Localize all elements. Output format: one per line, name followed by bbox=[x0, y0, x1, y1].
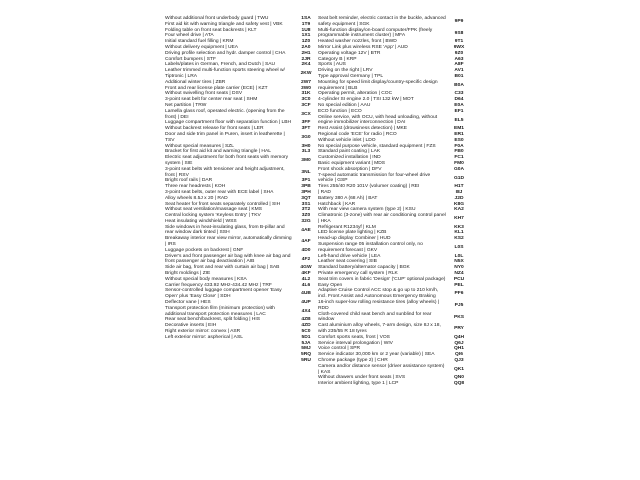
feature-description: Left exterior mirror: aspherical | ASL bbox=[165, 334, 243, 340]
option-code: 3S1 bbox=[301, 201, 311, 207]
option-code: 2KW bbox=[300, 71, 312, 77]
option-code: 32G bbox=[301, 218, 311, 224]
feature-description: Net partition | TRW bbox=[165, 102, 207, 108]
option-code: QQ8 bbox=[453, 381, 465, 387]
option-code: KH7 bbox=[454, 216, 464, 222]
option-code: L0S bbox=[454, 245, 464, 251]
feature-description: Side air bag, front and rear with curtain air bag | SAB bbox=[165, 265, 280, 271]
feature-description: Without backrest release for front seats | LER bbox=[165, 126, 264, 132]
feature-description: Three rear headrests | KOH bbox=[165, 184, 226, 190]
option-code: 9WX bbox=[453, 44, 465, 50]
option-code: 3CX bbox=[301, 111, 311, 117]
feature-description: Suspension range 05 installation control only, no requirement forecast | GKV bbox=[318, 242, 423, 253]
feature-description: Without special body measures | KSA bbox=[165, 276, 247, 282]
option-code: 4UP bbox=[301, 300, 311, 306]
option-code: KL1 bbox=[454, 230, 464, 236]
option-code: QN0 bbox=[453, 375, 465, 381]
feature-description: Without swivelling front seats | DSV bbox=[165, 91, 243, 97]
feature-description: Mounting for speed limit display/country-specific design requirement | BLB bbox=[318, 79, 438, 91]
feature-description: Bracket for first aid kit and warning triangle | HAL bbox=[165, 149, 271, 155]
right-feature-list bbox=[318, 16, 446, 387]
feature-description: Front and rear license plate carrier (ECE) | KZT bbox=[165, 85, 268, 91]
option-code: 2H1 bbox=[301, 50, 311, 56]
feature-description: First aid kit with warning triangle and safety vest | VBK bbox=[165, 21, 283, 27]
option-code: 4UB bbox=[301, 291, 311, 297]
feature-description: No special purpose vehicle, standard equipment | FZS bbox=[318, 143, 436, 149]
feature-description: Breakaway interior rear view mirror, automatically dimming | IRS bbox=[165, 236, 292, 248]
feature-description: 3-point seat belt for center rear seat | SHM bbox=[165, 97, 258, 103]
feature-description: Easy Open bbox=[318, 282, 343, 288]
option-code: PKS bbox=[453, 314, 465, 320]
option-code: 4KF bbox=[301, 271, 311, 277]
option-code: 3M0 bbox=[301, 158, 311, 164]
feature-description: Chrome package (type 2) | CHR bbox=[318, 358, 388, 364]
option-code: PEL bbox=[454, 282, 464, 288]
feature-description: Online service, with OCU, with head unloading, without engine immobilizer interconnection | DAI bbox=[318, 114, 438, 126]
option-code: 4ZD bbox=[301, 323, 311, 329]
feature-description: Seat belt reminder, electric contact in the buckle, advanced safety equipment | SGK bbox=[318, 16, 446, 27]
feature-description: Customized installation | IND bbox=[318, 155, 381, 161]
feature-description: Without drawers under front seats | SVS bbox=[318, 375, 406, 381]
feature-description: Decorative inserts | EIH bbox=[165, 323, 217, 329]
option-code: PCU bbox=[453, 276, 465, 282]
feature-description: Type approval Germany | TPL bbox=[318, 73, 384, 79]
feature-description: With rear view camera system (type 2) | KSU bbox=[318, 207, 416, 213]
feature-description: Cloth-covered child seat bench and sunblind for rear window bbox=[318, 311, 432, 323]
option-code: 3T2 bbox=[301, 207, 311, 213]
feature-description: Climatronic (3-zone) with rear air conditioning control panel | HKA bbox=[318, 213, 446, 224]
feature-description: Operating voltage 12V | BTR bbox=[318, 50, 381, 56]
option-code: 2K4 bbox=[301, 62, 311, 68]
feature-description: Leather trimmed multi-function sports steering wheel w/ Tiptronic | LRA bbox=[165, 68, 285, 79]
option-code: KS2 bbox=[454, 236, 464, 242]
feature-description: | RAD bbox=[318, 189, 331, 195]
option-code: 5JA bbox=[301, 340, 311, 346]
option-code: 1U8 bbox=[301, 27, 311, 33]
feature-description: Camera and/or distance sensor (driver assistance system) | KAS bbox=[318, 363, 445, 375]
option-code: QJ3 bbox=[454, 358, 464, 364]
option-code: 9Z0 bbox=[454, 50, 464, 56]
feature-description: Side windows in heat-insulating glass, from B-pillar and rear window dark tinted | SSH bbox=[165, 224, 285, 236]
feature-description: Head-up display Combiner | HUD bbox=[318, 236, 391, 242]
option-code: QH1 bbox=[453, 346, 465, 352]
option-code: L0L bbox=[454, 253, 464, 259]
option-code: 2W7 bbox=[300, 79, 312, 85]
feature-description: LED license plate lighting | KZB bbox=[318, 230, 387, 236]
feature-description: Front shock absorption | DFV bbox=[318, 166, 382, 172]
option-code: 9P9 bbox=[454, 19, 464, 24]
option-code: H1T bbox=[454, 184, 464, 190]
feature-description: 3-point seat belts, outer rear with ECE label | SHA bbox=[165, 189, 274, 195]
feature-description: Standard paint coating | LAK bbox=[318, 149, 381, 155]
option-code: PRY bbox=[454, 326, 464, 332]
option-code: QK1 bbox=[453, 366, 465, 372]
feature-description: Four wheel drive | ATA bbox=[165, 33, 214, 39]
option-code: 3PB bbox=[301, 184, 311, 190]
feature-description: Hatchback | KAR bbox=[318, 201, 356, 207]
option-code: NY0 bbox=[454, 265, 464, 271]
option-code: D64 bbox=[454, 97, 464, 103]
feature-description: Door and side trim panel in Puren, insert in leatherette | TSV bbox=[165, 131, 285, 143]
option-code: 5RU bbox=[301, 358, 311, 364]
option-code: F0A bbox=[454, 143, 464, 149]
feature-description: No special edition | AAU bbox=[318, 102, 371, 108]
option-code: FC1 bbox=[454, 155, 464, 161]
feature-description: 4-cylinder SI engine 2.0 | TSI 132 kW | MOT bbox=[318, 97, 414, 103]
feature-description: Without additional front underbody guard | TWU bbox=[165, 16, 269, 21]
option-code: 31K bbox=[301, 91, 311, 97]
option-code: 3W0 bbox=[300, 85, 312, 91]
feature-description: Voice control | SPR bbox=[318, 346, 361, 352]
option-code: 2JR bbox=[301, 56, 311, 62]
option-code: 3Z0 bbox=[301, 213, 311, 219]
option-code: KK3 bbox=[454, 224, 464, 230]
right-code-list bbox=[448, 16, 470, 387]
feature-description: Luggage compartment floor with separation function | LBH bbox=[165, 120, 292, 126]
feature-description: Luggage pockets on backrest | GNF bbox=[165, 247, 244, 253]
feature-description: Left-hand drive vehicle | LEA bbox=[318, 253, 381, 259]
feature-description: Bright moldings | ZIE bbox=[165, 271, 211, 277]
option-code: 3L3 bbox=[301, 149, 311, 155]
feature-description: Sports | AUS bbox=[318, 62, 346, 68]
feature-description: Mirror Link plus wireless RSE 'App' | AUD bbox=[318, 44, 408, 50]
option-code: Q6J bbox=[454, 340, 464, 346]
left-code-list bbox=[296, 16, 316, 364]
feature-description: Bright roof rails | DAR bbox=[165, 178, 213, 184]
feature-description: Driving on the right | LRV bbox=[318, 68, 373, 74]
option-code: 5D1 bbox=[301, 334, 311, 340]
feature-description: Initial standard fuel filling | KRM bbox=[165, 39, 234, 45]
feature-description: Refrigerant R1234yf | KLM bbox=[318, 224, 376, 230]
option-code: ES0 bbox=[454, 137, 464, 143]
feature-description: 7-speed automatic transmission for four-wheel drive vehicle | GSP bbox=[318, 172, 431, 184]
option-code: KA2 bbox=[454, 207, 464, 213]
feature-description: Right exterior mirror: convex | ASR bbox=[165, 329, 241, 335]
option-code: B0A bbox=[454, 82, 464, 88]
option-code: 4F2 bbox=[301, 256, 311, 262]
option-code: PF6 bbox=[454, 291, 464, 297]
option-code: 3PH bbox=[301, 189, 311, 195]
option-code: A8F bbox=[454, 62, 464, 68]
option-code: C33 bbox=[454, 91, 464, 97]
option-code: B01 bbox=[454, 73, 464, 79]
feature-description: 16-inch super-low rolling resistance tires (alloy wheels) | RDD bbox=[318, 300, 440, 311]
option-code: EL5 bbox=[454, 117, 464, 123]
feature-description: Leather seat covering | SIB bbox=[318, 259, 377, 265]
option-code: 4ZB bbox=[301, 317, 311, 323]
feature-description: Category B | KRP bbox=[318, 56, 357, 62]
option-code: Q4H bbox=[453, 334, 465, 340]
option-code: 3FF bbox=[301, 120, 311, 126]
option-code: N5X bbox=[454, 259, 464, 265]
feature-description: Private emergency call system | RLK bbox=[318, 271, 398, 277]
option-code: FB0 bbox=[454, 149, 464, 155]
feature-description: Lamella glass roof, operated electric. (opening from the front) | DEI bbox=[165, 108, 285, 120]
option-code: 5C0 bbox=[301, 329, 311, 335]
feature-description: Basic equipment variant | MDS bbox=[318, 160, 386, 166]
option-code: E0A bbox=[454, 102, 464, 108]
option-code: 3CF bbox=[301, 102, 311, 108]
feature-description: Carrier frequency 433.92 MHz-434.42 MHz | TRF bbox=[165, 282, 272, 288]
feature-description: Driving profile selection and hydr. damper control | CHA bbox=[165, 50, 286, 56]
option-code: 4AE bbox=[301, 227, 311, 233]
option-code: 4X4 bbox=[301, 308, 311, 314]
feature-description: Electric seat adjustment for both front seats with memory system | SIE bbox=[165, 155, 289, 166]
option-code: 1X1 bbox=[301, 33, 311, 39]
feature-description: Comfort bumpers | STF bbox=[165, 56, 217, 62]
option-code: QI6 bbox=[455, 352, 463, 358]
feature-description: Cast aluminium alloy wheels, 7-arm design, size 8J x 18, with 235/55 R 18 tyres bbox=[318, 323, 441, 335]
feature-description: Rest Assist (drowsiness detection) | MKE bbox=[318, 126, 408, 132]
feature-description: Sensor-controlled luggage compartment opener 'Easy Open' plus 'Easy Close' | SDH bbox=[165, 288, 282, 300]
option-code: 3G0 bbox=[301, 134, 311, 140]
option-code: EM1 bbox=[453, 126, 465, 132]
option-code: 4D0 bbox=[301, 247, 311, 253]
feature-description: Battery 380 A (68 Ah) | BAT bbox=[318, 195, 378, 201]
feature-description: Without special measures | SZL bbox=[165, 143, 234, 149]
option-code: 3P1 bbox=[301, 178, 311, 184]
feature-description: Labels/plates in German, French, and Dutch | SAU bbox=[165, 62, 276, 68]
feature-description: Service indicator 30,000 km or 2 year (variable) | SEA bbox=[318, 352, 435, 358]
feature-description: Folding table on front seat backrests | KLT bbox=[165, 27, 257, 33]
option-code: 1SA bbox=[301, 16, 311, 21]
feature-description: Additional winter tires | ZBR bbox=[165, 79, 226, 85]
feature-description: ECO function | ECO bbox=[318, 108, 362, 114]
feature-description: Central locking system 'Keyless Entry' | TKV bbox=[165, 213, 261, 219]
feature-description: Service interval prolongation | WIV bbox=[318, 340, 393, 346]
option-code: I8J bbox=[455, 189, 463, 195]
feature-description: Rear seat bench/backrest, split folding | HIS bbox=[165, 317, 261, 323]
option-code: 5MJ bbox=[301, 346, 311, 352]
option-code: FM0 bbox=[454, 160, 464, 166]
option-code: 4L6 bbox=[301, 282, 311, 288]
feature-description: Regional code 'ECE' for radio | RCO bbox=[318, 131, 397, 137]
option-code: EF1 bbox=[454, 108, 464, 114]
option-code: ER1 bbox=[454, 131, 464, 137]
option-code: AV1 bbox=[454, 68, 464, 74]
option-code: A63 bbox=[454, 56, 464, 62]
feature-description: Deflector vane | HES bbox=[165, 300, 211, 306]
option-code: 3C0 bbox=[301, 97, 311, 103]
feature-description: Comfort sports seats, front | VOS bbox=[318, 334, 390, 340]
feature-description: Without vehicle inlet | LDO bbox=[318, 137, 376, 143]
feature-description: Alloy wheels 8.5J x 20 | RAD bbox=[165, 195, 228, 201]
feature-description: Operating permit, alteration | COC bbox=[318, 91, 393, 97]
option-code: 9T1 bbox=[454, 39, 464, 45]
option-code: K8G bbox=[453, 201, 465, 207]
feature-description: Standard battery/alternator capacity | BGK bbox=[318, 265, 410, 271]
feature-description: Adaptive Cruise Control ACC stop & go up to 210 km/h, incl. Front Assist and Autonomous Emergency Braking bbox=[318, 288, 439, 300]
option-code: G0A bbox=[453, 166, 465, 172]
option-code: 2A0 bbox=[301, 44, 311, 50]
feature-description: Heat insulating windshield | WSS bbox=[165, 218, 237, 224]
option-code: 3QT bbox=[301, 195, 311, 201]
feature-description: Tires 255/40 R20 101V (volumer coating) | REI bbox=[318, 184, 420, 190]
option-code: PJ5 bbox=[454, 303, 464, 309]
feature-description: Heated washer nozzles, front | BWD bbox=[318, 39, 397, 45]
option-code: 3FT bbox=[301, 126, 311, 132]
option-code: 4AF bbox=[301, 239, 311, 245]
option-code: 1Z0 bbox=[301, 39, 311, 45]
option-code: G1D bbox=[453, 175, 465, 181]
feature-description: Without delivery equipment | UEA bbox=[165, 44, 239, 50]
option-code: 4GW bbox=[300, 265, 312, 271]
feature-description: Seat trim covers in fabric 'Design' ('CUP' optional package) bbox=[318, 276, 446, 282]
option-code: 9S8 bbox=[454, 30, 464, 36]
feature-description: Driver's and front passenger air bag with knee air bag and front passenger air bag deactivation | AIB bbox=[165, 253, 291, 265]
feature-description: Without seat ventilation/massage seat | KMS bbox=[165, 207, 262, 213]
option-code: 1T9 bbox=[301, 21, 311, 27]
feature-description: Interior ambient lighting, type 1 | LCP bbox=[318, 381, 399, 387]
option-code: J2D bbox=[454, 195, 464, 201]
option-code: NZ4 bbox=[454, 271, 464, 277]
option-code: 3NL bbox=[301, 169, 311, 175]
option-code: 5RQ bbox=[300, 352, 312, 358]
option-code: 3H0 bbox=[301, 143, 311, 149]
feature-description: 3-point seat belts with tensioner and height adjustment, front | RSV bbox=[165, 166, 285, 178]
feature-description: Multi-function display/on-board computer/FPK (freely programmable instrument cluster) | MFA bbox=[318, 27, 433, 39]
feature-description: Seat heater for front seats separately controlled | SIH bbox=[165, 201, 281, 207]
left-feature-list bbox=[165, 16, 293, 341]
option-code: 4L2 bbox=[301, 276, 311, 282]
feature-description: Transport protection film (minimum protection) with additional transport protection measures | LAC bbox=[165, 305, 275, 317]
